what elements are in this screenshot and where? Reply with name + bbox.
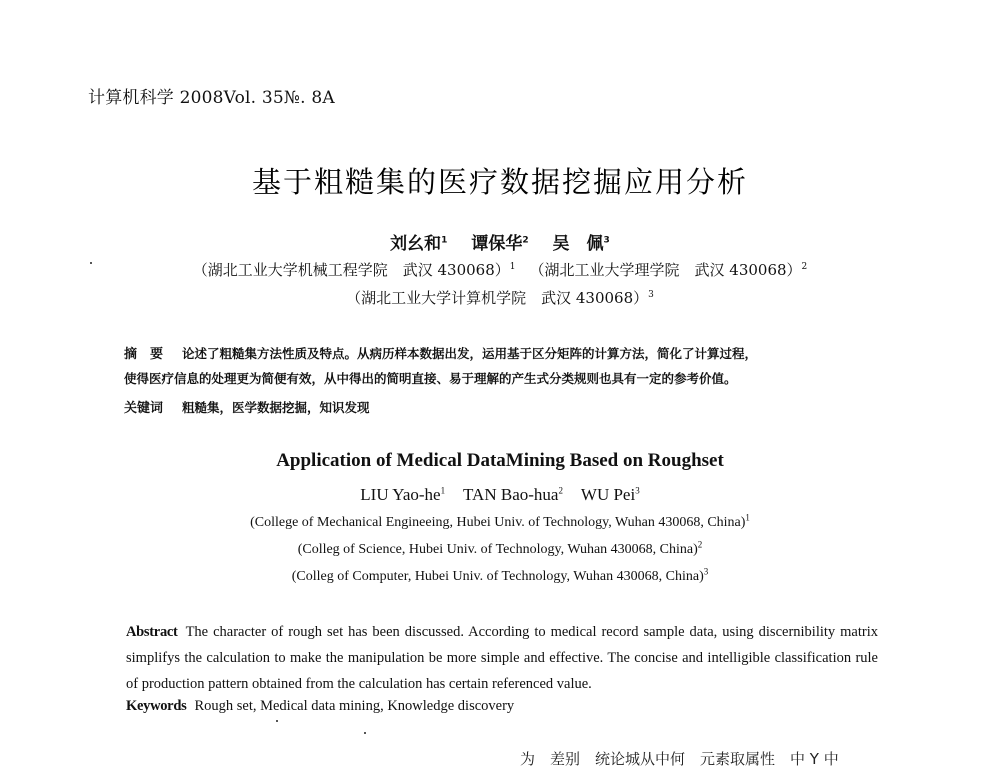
keywords-cn bbox=[124, 397, 370, 416]
affiliation-cn-2-sup: 2 bbox=[801, 262, 808, 272]
abstract-cn bbox=[124, 342, 884, 391]
affiliation-en-1 bbox=[0, 512, 1000, 531]
affiliation-en-3-text: (Colleg of Computer, Hubei Univ. of Technology, Wuhan 430068, China) bbox=[291, 569, 704, 584]
author-en-3-sup: 3 bbox=[635, 485, 640, 496]
scan-speck bbox=[364, 732, 366, 734]
author-cn-3: 吴 佩 bbox=[552, 234, 604, 254]
abstract-en-text: The character of rough set has been discussed. According to medical record sample data, using discernibility matrix simplifys the calculation to make the manipulation be more simple and effective. The concise and intelligible classification rule of production pattern obtained from the calculation has certain referenced value. bbox=[126, 624, 878, 692]
cutoff-body-text: 为 差别 统论城从中何 元素取属性 中 Y 中 bbox=[520, 750, 839, 768]
abstract-en bbox=[126, 619, 878, 697]
author-en-2: TAN Bao-hua bbox=[463, 485, 559, 504]
affiliation-en-1-text: (College of Mechanical Engineeing, Hubei Univ. of Technology, Wuhan 430068, China) bbox=[250, 515, 746, 530]
author-cn-2: 谭保华 bbox=[471, 234, 523, 254]
affiliation-cn-1-sup: 1 bbox=[509, 262, 516, 272]
author-cn-3-sup: 3 bbox=[603, 235, 610, 246]
affiliation-en-2-text: (Colleg of Science, Hubei Univ. of Technology, Wuhan 430068, China) bbox=[297, 542, 698, 557]
paper-title-cn: 基于粗糙集的医疗数据挖掘应用分析 bbox=[251, 165, 748, 199]
author-cn-1-sup: 1 bbox=[441, 235, 448, 246]
author-cn-2-sup: 2 bbox=[522, 235, 529, 246]
affiliation-en-2 bbox=[0, 539, 1000, 558]
affiliation-cn-1: （湖北工业大学机械工程学院 武汉 430068） bbox=[192, 261, 510, 279]
journal-header: 计算机科学 2008Vol. 35№. 8A bbox=[88, 88, 335, 108]
keywords-en-label: Keywords bbox=[126, 698, 187, 714]
authors-cn bbox=[0, 229, 1000, 254]
affiliation-en-2-sup: 2 bbox=[697, 539, 703, 550]
scan-speck bbox=[276, 720, 278, 722]
affiliations-cn-line2 bbox=[0, 287, 1000, 308]
affiliation-cn-3-sup: 3 bbox=[648, 290, 654, 300]
scan-speck bbox=[90, 262, 92, 264]
author-en-1: LIU Yao-he bbox=[360, 485, 441, 504]
affiliations-cn-line1 bbox=[0, 259, 1000, 280]
abstract-cn-line2: 使得医疗信息的处理更为简便有效，从中得出的简明直接、易于理解的产生式分类规则也具有一定的参考价值。 bbox=[124, 371, 737, 386]
abstract-cn-line1: 论述了粗糙集方法性质及特点。从病历样本数据出发，运用基于区分矩阵的计算方法，简化了计算过程， bbox=[182, 346, 758, 361]
keywords-cn-label: 关键词 bbox=[124, 401, 164, 416]
paper-title-en: Application of Medical DataMining Based on Roughset bbox=[276, 450, 724, 471]
author-en-2-sup: 2 bbox=[558, 485, 563, 496]
author-cn-1: 刘幺和 bbox=[390, 234, 442, 254]
affiliation-en-3-sup: 3 bbox=[703, 566, 709, 577]
author-en-1-sup: 1 bbox=[440, 485, 446, 496]
keywords-en-text: Rough set, Medical data mining, Knowledge discovery bbox=[194, 698, 515, 714]
affiliation-cn-2: （湖北工业大学理学院 武汉 430068） bbox=[529, 261, 802, 279]
abstract-en-label: Abstract bbox=[126, 624, 178, 640]
author-en-3: WU Pei bbox=[580, 485, 636, 504]
keywords-en bbox=[126, 698, 514, 715]
affiliation-en-3 bbox=[0, 566, 1000, 585]
affiliation-en-1-sup: 1 bbox=[745, 512, 750, 523]
keywords-cn-text: 粗糙集，医学数据挖掘，知识发现 bbox=[182, 400, 370, 415]
affiliation-cn-3: （湖北工业大学计算机学院 武汉 430068） bbox=[346, 289, 649, 307]
authors-en bbox=[0, 485, 1000, 505]
abstract-cn-label: 摘 要 bbox=[124, 347, 164, 362]
